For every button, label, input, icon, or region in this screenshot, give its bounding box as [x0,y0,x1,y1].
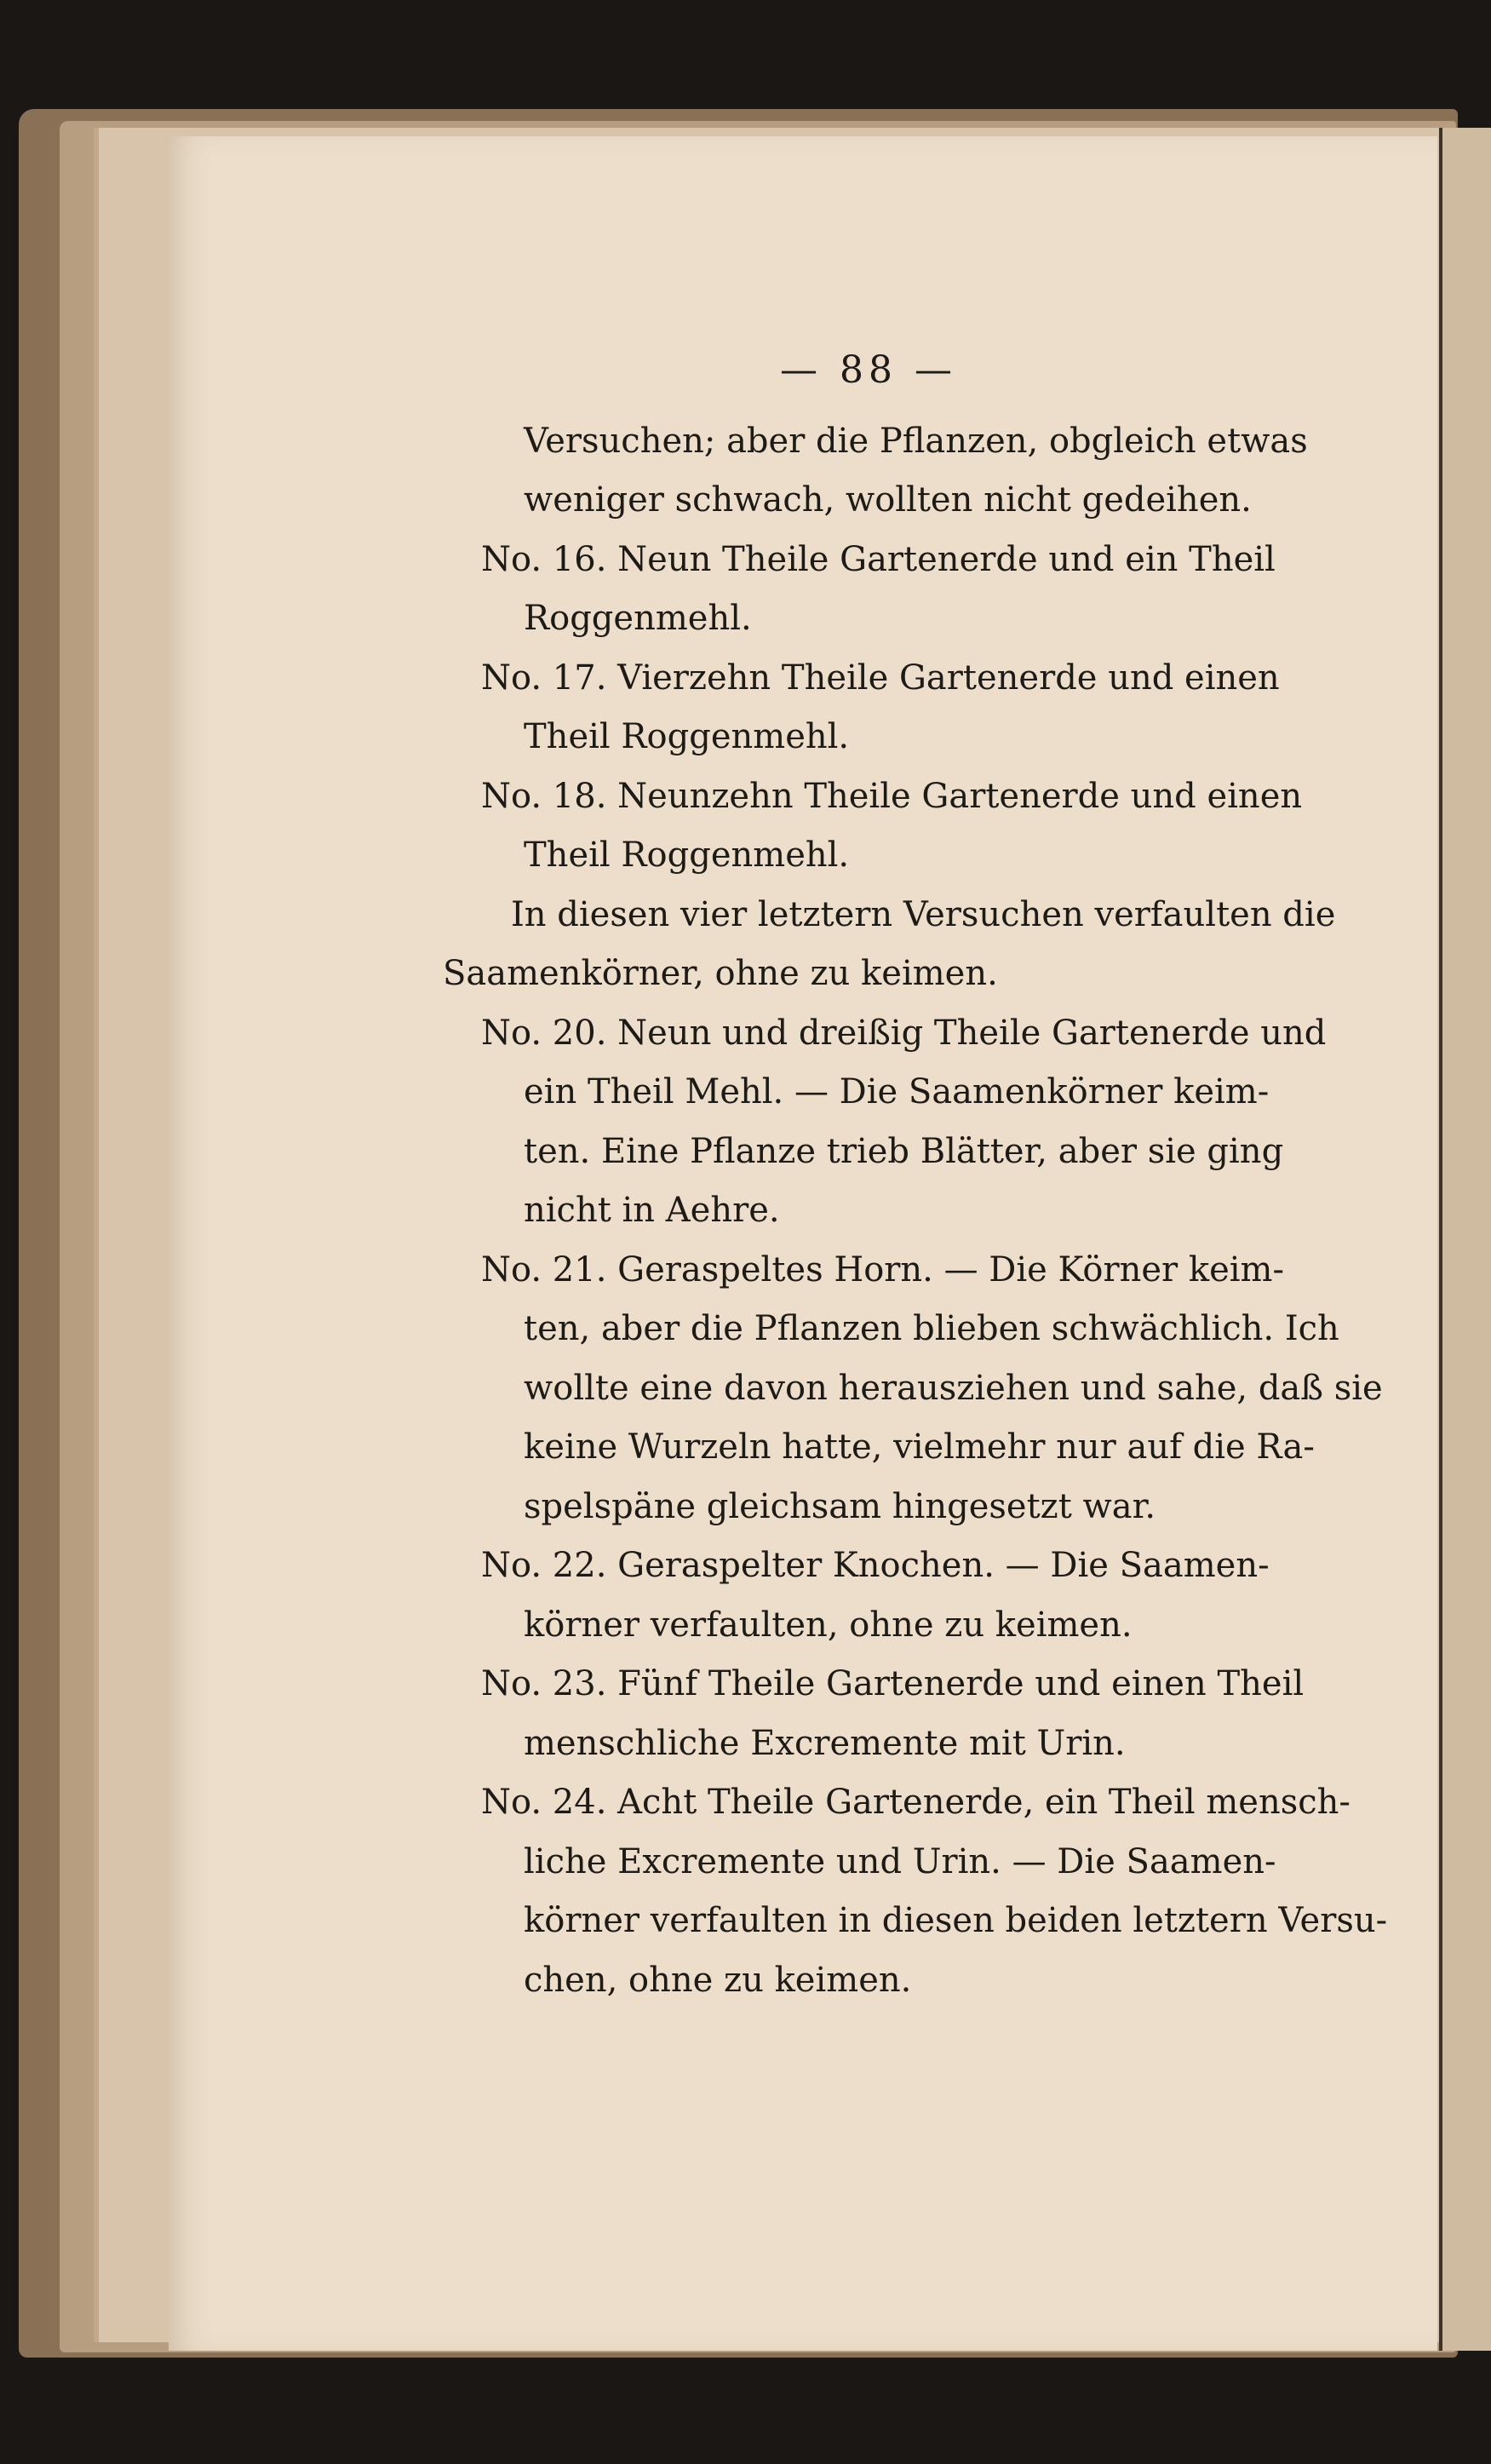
text-line: No. 18. Neunzehn Theile Gartenerde und einen [481,776,1303,816]
text-line: liche Excremente und Urin. — Die Saamen- [524,1841,1276,1881]
text-line: Roggenmehl. [524,599,752,638]
text-line: keine Wurzeln hatte, vielmehr nur auf die Ra- [524,1427,1315,1467]
page-number: — 88 — [780,348,957,392]
text-line: No. 22. Geraspelter Knochen. — Die Saamen- [481,1546,1270,1585]
text-line: körner verfaulten in diesen beiden letztern Versu- [524,1901,1388,1940]
text-line: weniger schwach, wollten nicht gedeihen. [524,480,1252,520]
text-line: wollte eine davon herausziehen und sahe, daß sie [524,1368,1383,1408]
text-line: No. 23. Fünf Theile Gartenerde und einen Theil [481,1664,1305,1703]
text-line: Versuchen; aber die Pflanzen, obgleich etwas [524,421,1308,461]
text-line: spelspäne gleichsam hingesetzt war. [524,1486,1156,1526]
text-line: Saamenkörner, ohne zu keimen. [443,954,998,993]
page-text [443,341,1388,2010]
text-line: menschliche Excremente mit Urin. [524,1723,1126,1763]
text-line: No. 24. Acht Theile Gartenerde, ein Theil mensch- [481,1783,1351,1822]
text-line: Theil Roggenmehl. [524,717,850,756]
text-line: ten. Eine Pflanze trieb Blätter, aber sie ging [524,1131,1284,1171]
text-line: nicht in Aehre. [524,1191,780,1230]
text-line: Theil Roggenmehl. [524,836,850,875]
facing-page-edge [1439,128,1491,2351]
text-line: No. 20. Neun und dreißig Theile Gartenerde und [481,1013,1327,1053]
text-line: No. 17. Vierzehn Theile Gartenerde und einen [481,658,1280,698]
text-line: No. 21. Geraspeltes Horn. — Die Körner keim- [481,1249,1284,1289]
text-line: No. 16. Neun Theile Gartenerde und ein Theil [481,539,1276,579]
text-line: ein Theil Mehl. — Die Saamenkörner keim- [524,1072,1270,1111]
text-line: In diesen vier letztern Versuchen verfaulten die [511,894,1336,934]
text-line: chen, ohne zu keimen. [524,1960,912,2000]
text-line: körner verfaulten, ohne zu keimen. [524,1605,1133,1645]
text-line: ten, aber die Pflanzen blieben schwächlich. Ich [524,1309,1339,1348]
